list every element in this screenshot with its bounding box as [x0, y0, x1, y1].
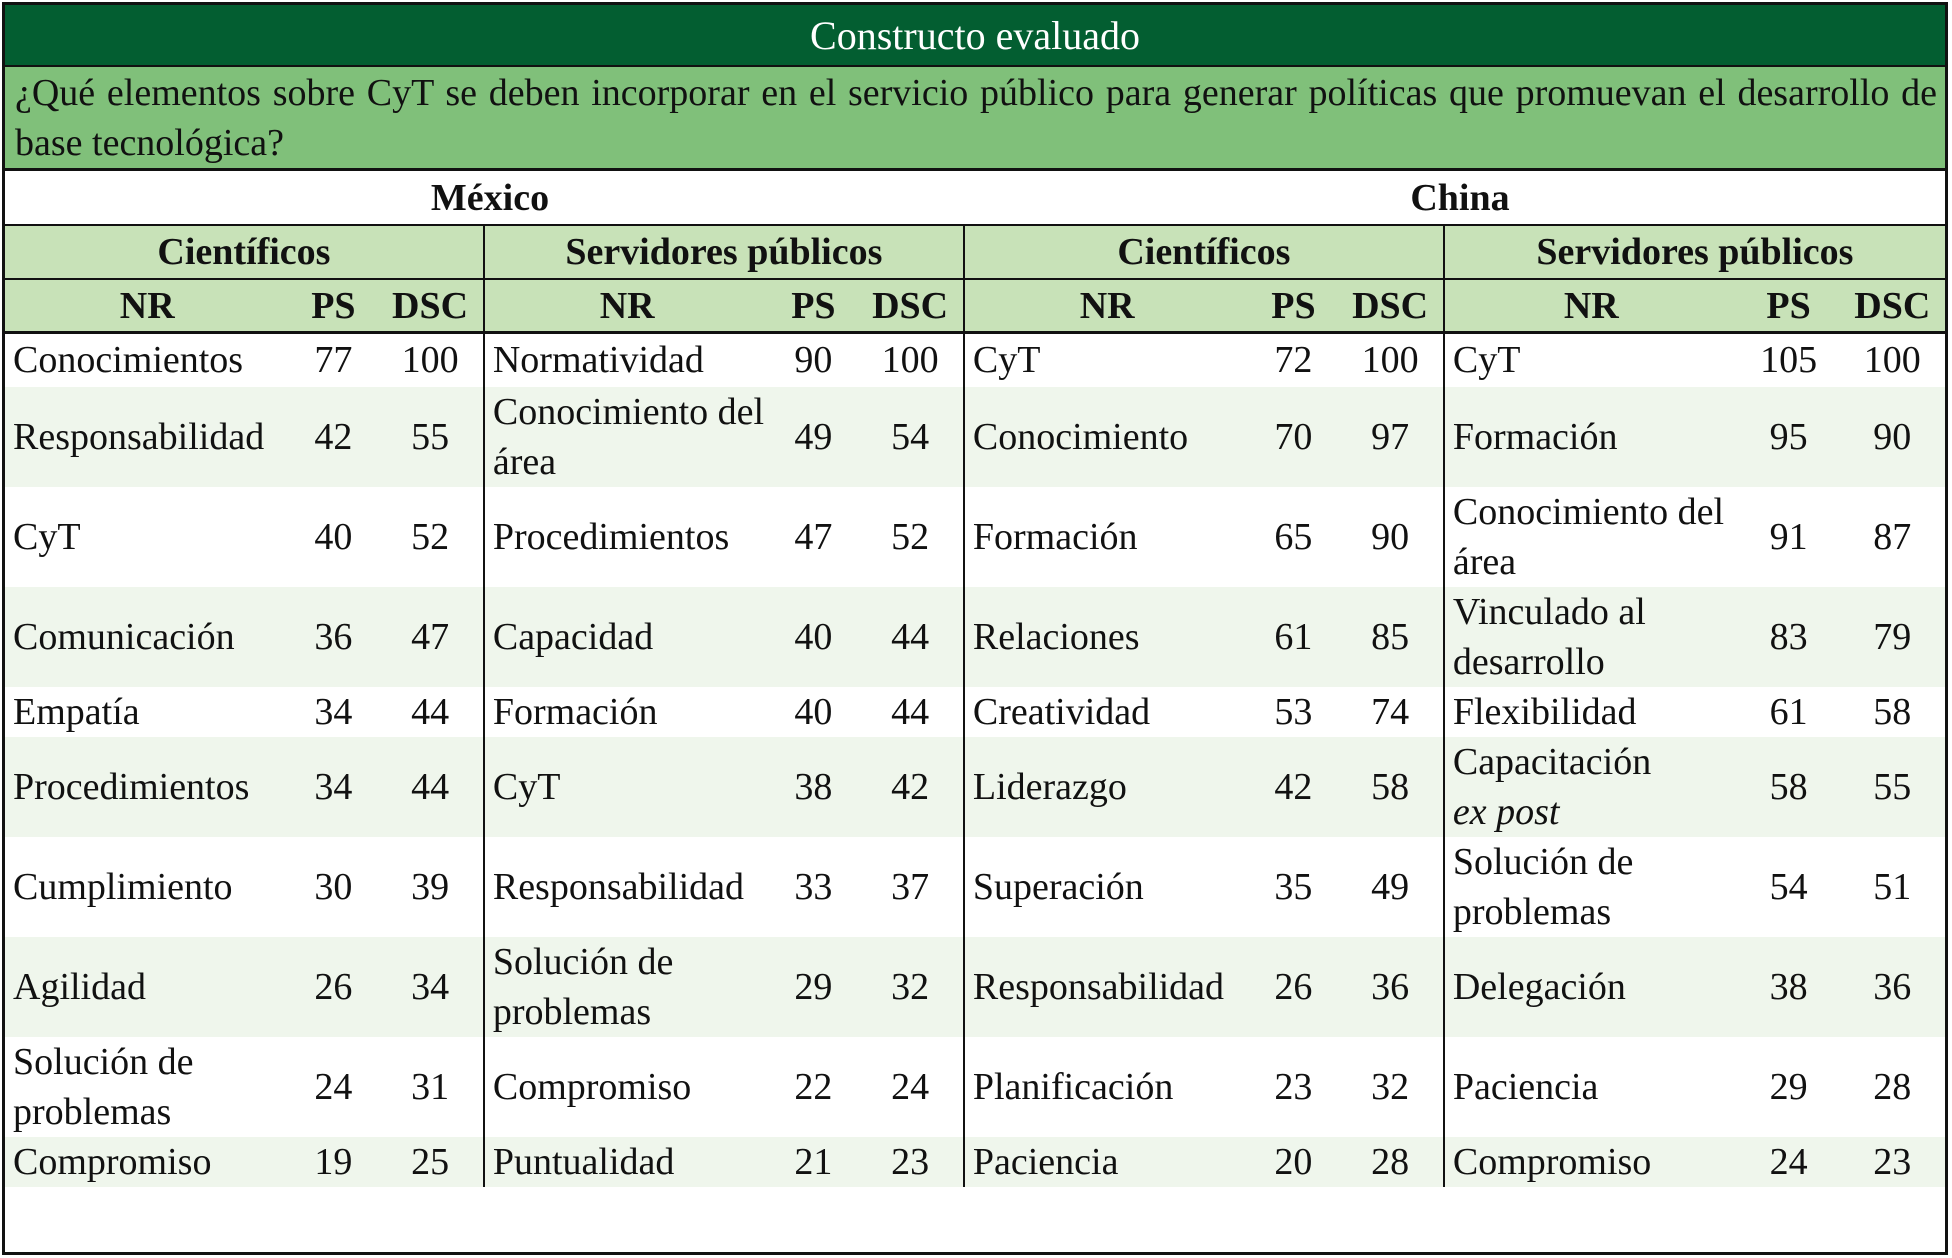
nr-cell — [484, 1037, 770, 1137]
dsc-cell — [377, 737, 484, 837]
cell-text: 52 — [411, 515, 450, 558]
table-row — [5, 737, 1945, 837]
ps-cell — [1250, 387, 1338, 487]
cell-text: 105 — [1760, 339, 1818, 382]
column-header-ps: PS — [1738, 279, 1840, 333]
cell-text: 42 — [1274, 765, 1313, 808]
column-header-nr: NR — [964, 279, 1250, 333]
cell-text: Puntualidad — [492, 1140, 675, 1183]
ps-cell — [770, 333, 858, 387]
cell-text: Empatía — [13, 690, 140, 733]
cell-text: 37 — [891, 865, 930, 908]
dsc-cell — [1840, 837, 1945, 937]
dsc-cell — [857, 1037, 964, 1137]
column-header-dsc: DSC — [377, 279, 484, 333]
nr-cell — [964, 333, 1250, 387]
dsc-cell — [1840, 487, 1945, 587]
cell-text: CyT — [972, 339, 1041, 382]
table-row — [5, 387, 1945, 487]
nr-cell — [1444, 587, 1738, 687]
ps-cell — [770, 1137, 858, 1187]
cell-text: Paciencia — [1452, 1065, 1599, 1108]
cell-text: 90 — [1371, 515, 1410, 558]
dsc-cell — [377, 333, 484, 387]
ps-cell — [289, 387, 377, 487]
dsc-cell — [1337, 687, 1444, 737]
cell-text: Conocimiento del área — [492, 390, 765, 483]
cell-text: Cumplimiento — [13, 865, 233, 908]
cell-text: 100 — [1863, 339, 1921, 382]
dsc-cell — [377, 487, 484, 587]
cell-text: 35 — [1274, 865, 1313, 908]
cell-text: 49 — [794, 415, 833, 458]
ps-cell — [770, 387, 858, 487]
cell-text: 44 — [411, 765, 450, 808]
cell-text: CyT — [492, 765, 561, 808]
nr-cell — [484, 587, 770, 687]
dsc-cell — [857, 737, 964, 837]
nr-cell — [5, 333, 289, 387]
cell-text: 85 — [1371, 615, 1410, 658]
dsc-cell — [1337, 587, 1444, 687]
nr-cell — [1444, 687, 1738, 737]
nr-cell — [964, 587, 1250, 687]
nr-cell — [484, 687, 770, 737]
dsc-cell — [1840, 737, 1945, 837]
cell-text: 32 — [891, 965, 930, 1008]
table-row — [5, 1037, 1945, 1137]
ps-cell — [1250, 837, 1338, 937]
cell-text: 42 — [314, 415, 353, 458]
table-row — [5, 487, 1945, 587]
column-header-nr: NR — [484, 279, 770, 333]
cell-text: 58 — [1371, 765, 1410, 808]
ps-cell — [1250, 937, 1338, 1037]
dsc-cell — [857, 837, 964, 937]
cell-text: 90 — [1873, 415, 1912, 458]
nr-cell — [5, 1137, 289, 1187]
cell-text: 24 — [314, 1065, 353, 1108]
ps-cell — [1738, 487, 1840, 587]
cell-text: 95 — [1769, 415, 1808, 458]
cell-text: 87 — [1873, 515, 1912, 558]
ps-cell — [289, 837, 377, 937]
dsc-cell — [377, 837, 484, 937]
cell-text: 97 — [1371, 415, 1410, 458]
group-header: Científicos — [5, 226, 484, 279]
cell-text: Responsabilidad — [13, 415, 265, 458]
cell-text: 28 — [1873, 1065, 1912, 1108]
ps-cell — [1738, 333, 1840, 387]
cell-text: 28 — [1371, 1140, 1410, 1183]
group-header: Científicos — [964, 226, 1444, 279]
cell-text: Conocimiento — [972, 415, 1189, 458]
cell-text: 34 — [314, 765, 353, 808]
cell-text: 29 — [794, 965, 833, 1008]
cell-text: 51 — [1873, 865, 1912, 908]
column-header-row — [5, 279, 1945, 333]
dsc-cell — [377, 937, 484, 1037]
group-header: Servidores públicos — [484, 226, 964, 279]
ps-cell — [1738, 1037, 1840, 1137]
column-header-dsc: DSC — [1337, 279, 1444, 333]
nr-cell — [964, 837, 1250, 937]
cell-text: 65 — [1274, 515, 1313, 558]
country-mexico: México — [430, 176, 550, 219]
nr-cell — [1444, 1137, 1738, 1187]
nr-cell — [964, 1137, 1250, 1187]
nr-cell — [484, 737, 770, 837]
cell-text: 52 — [891, 515, 930, 558]
cell-text: 26 — [1274, 965, 1313, 1008]
cell-text: 34 — [314, 690, 353, 733]
dsc-cell — [1337, 387, 1444, 487]
cell-text: Responsabilidad — [492, 865, 745, 908]
cell-text: Relaciones — [972, 615, 1140, 658]
ps-cell — [1250, 333, 1338, 387]
table-row — [5, 837, 1945, 937]
cell-text: 100 — [401, 339, 459, 382]
cell-text: 33 — [794, 865, 833, 908]
group-header-row — [5, 226, 1945, 279]
nr-cell — [964, 937, 1250, 1037]
cell-text: 21 — [794, 1140, 833, 1183]
ps-cell — [1250, 1137, 1338, 1187]
nr-cell — [5, 487, 289, 587]
cell-text: 24 — [891, 1065, 930, 1108]
nr-cell — [484, 333, 770, 387]
ps-cell — [770, 687, 858, 737]
dsc-cell — [1840, 687, 1945, 737]
cell-text: 55 — [411, 415, 450, 458]
table-row — [5, 937, 1945, 1037]
nr-cell — [1444, 487, 1738, 587]
dsc-cell — [857, 333, 964, 387]
table-row — [5, 687, 1945, 737]
ps-cell — [1250, 737, 1338, 837]
country-header-row — [5, 171, 1945, 226]
cell-text: 61 — [1769, 690, 1808, 733]
cell-text: Paciencia — [972, 1140, 1119, 1183]
nr-cell — [5, 1037, 289, 1137]
cell-text: Formación — [492, 690, 658, 733]
cell-text: 44 — [891, 615, 930, 658]
dsc-cell — [377, 1037, 484, 1137]
dsc-cell — [1840, 1037, 1945, 1137]
cell-text: Conocimientos — [13, 339, 244, 382]
table-title: Constructo evaluado — [5, 5, 1945, 67]
cell-text: Conocimiento del área — [1452, 490, 1725, 583]
dsc-cell — [1840, 587, 1945, 687]
cell-text: 79 — [1873, 615, 1912, 658]
dsc-cell — [377, 387, 484, 487]
column-header-nr: NR — [1444, 279, 1738, 333]
nr-cell — [5, 687, 289, 737]
cell-text: Agilidad — [13, 965, 146, 1008]
dsc-cell — [857, 387, 964, 487]
ps-cell — [1738, 837, 1840, 937]
nr-cell — [484, 487, 770, 587]
cell-text: Liderazgo — [972, 765, 1127, 808]
cell-text: 54 — [1769, 865, 1808, 908]
cell-text: 74 — [1371, 690, 1410, 733]
dsc-cell — [1337, 1037, 1444, 1137]
nr-cell — [5, 837, 289, 937]
cell-text: 38 — [794, 765, 833, 808]
ps-cell — [289, 937, 377, 1037]
cell-text: 40 — [794, 690, 833, 733]
cell-text: 100 — [1361, 339, 1419, 382]
table-row — [5, 1137, 1945, 1187]
ps-cell — [289, 1137, 377, 1187]
nr-cell — [964, 387, 1250, 487]
dsc-cell — [857, 487, 964, 587]
question-text: ¿Qué elementos sobre CyT se deben incorporar en el servicio público para generar políticas que promuevan el desarrollo de base tecnológica? — [15, 71, 1937, 164]
cell-text: 47 — [411, 615, 450, 658]
cell-text: 55 — [1873, 765, 1912, 808]
cell-text: Solución de problemas — [492, 940, 674, 1033]
column-header-nr: NR — [5, 279, 289, 333]
cell-text: Normatividad — [492, 339, 704, 382]
cell-text: 61 — [1274, 615, 1313, 658]
cell-text: 40 — [794, 615, 833, 658]
cell-text: CyT — [13, 515, 81, 558]
nr-cell — [964, 1037, 1250, 1137]
ps-cell — [770, 837, 858, 937]
dsc-cell — [857, 687, 964, 737]
ps-cell — [1738, 937, 1840, 1037]
dsc-cell — [1337, 837, 1444, 937]
dsc-cell — [1840, 1137, 1945, 1187]
cell-text: 44 — [411, 690, 450, 733]
dsc-cell — [377, 687, 484, 737]
cell-text: 32 — [1371, 1065, 1410, 1108]
cell-text: 19 — [314, 1140, 353, 1183]
cell-text: 49 — [1371, 865, 1410, 908]
cell-text: 40 — [314, 515, 353, 558]
nr-cell — [5, 387, 289, 487]
evaluated-question — [5, 67, 1945, 171]
cell-text: 36 — [1873, 965, 1912, 1008]
cell-text: 47 — [794, 515, 833, 558]
ps-cell — [289, 1037, 377, 1137]
table-row — [5, 587, 1945, 687]
ps-cell — [770, 937, 858, 1037]
nr-cell — [484, 837, 770, 937]
cell-text: Formación — [1452, 415, 1618, 458]
cell-text: CyT — [1452, 339, 1521, 382]
ps-cell — [770, 1037, 858, 1137]
cell-text: 100 — [881, 339, 939, 382]
cell-text: 42 — [891, 765, 930, 808]
ps-cell — [1738, 737, 1840, 837]
cell-text: Capacidad — [492, 615, 654, 658]
ps-cell — [1250, 1037, 1338, 1137]
dsc-cell — [1337, 937, 1444, 1037]
dsc-cell — [1840, 387, 1945, 487]
cell-text: 44 — [891, 690, 930, 733]
cell-text: Compromiso — [492, 1065, 692, 1108]
column-header-ps: PS — [1250, 279, 1338, 333]
cell-text: Compromiso — [13, 1140, 212, 1183]
dsc-cell — [1337, 333, 1444, 387]
cell-text: 36 — [314, 615, 353, 658]
cell-text: 25 — [411, 1140, 450, 1183]
nr-cell — [484, 1137, 770, 1187]
cell-text: Compromiso — [1452, 1140, 1652, 1183]
ps-cell — [289, 737, 377, 837]
column-header-dsc: DSC — [857, 279, 964, 333]
nr-cell — [1444, 737, 1738, 837]
cell-text: 23 — [1274, 1065, 1313, 1108]
ps-cell — [1250, 687, 1338, 737]
cell-text: 83 — [1769, 615, 1808, 658]
dsc-cell — [1337, 737, 1444, 837]
table-row — [5, 333, 1945, 387]
cell-text: 22 — [794, 1065, 833, 1108]
cell-text: 20 — [1274, 1140, 1313, 1183]
cell-text: Solución de problemas — [1452, 840, 1634, 933]
ps-cell — [770, 487, 858, 587]
dsc-cell — [1337, 1137, 1444, 1187]
cell-text: 58 — [1769, 765, 1808, 808]
cell-text: 31 — [411, 1065, 450, 1108]
column-header-ps: PS — [770, 279, 858, 333]
dsc-cell — [857, 937, 964, 1037]
cell-text: 70 — [1274, 415, 1313, 458]
nr-cell — [5, 587, 289, 687]
ps-cell — [1250, 587, 1338, 687]
dsc-cell — [1840, 333, 1945, 387]
cell-text: Flexibilidad — [1452, 690, 1637, 733]
nr-cell — [1444, 387, 1738, 487]
nr-cell — [964, 487, 1250, 587]
cell-text: 23 — [1873, 1140, 1912, 1183]
italic-note: ex post — [1452, 790, 1560, 833]
column-header-dsc: DSC — [1840, 279, 1945, 333]
table-figure — [2, 2, 1948, 1255]
dsc-cell — [857, 587, 964, 687]
ps-cell — [1738, 687, 1840, 737]
ps-cell — [1738, 387, 1840, 487]
dsc-cell — [1337, 487, 1444, 587]
cell-text: 36 — [1371, 965, 1410, 1008]
cell-text: Creatividad — [972, 690, 1151, 733]
cell-text: 54 — [891, 415, 930, 458]
dsc-cell — [377, 1137, 484, 1187]
cell-text: 29 — [1769, 1065, 1808, 1108]
dsc-cell — [857, 1137, 964, 1187]
cell-text: Procedimientos — [13, 765, 250, 808]
nr-cell — [5, 737, 289, 837]
cell-text: Superación — [972, 865, 1144, 908]
cell-text: 91 — [1769, 515, 1808, 558]
cell-text: Comunicación — [13, 615, 235, 658]
cell-text: Responsabilidad — [972, 965, 1225, 1008]
ps-cell — [289, 687, 377, 737]
country-china: China — [1410, 176, 1510, 219]
nr-cell — [484, 937, 770, 1037]
nr-cell — [964, 687, 1250, 737]
cell-text: Formación — [972, 515, 1138, 558]
cell-text: Vinculado al desarrollo — [1452, 590, 1646, 683]
nr-cell — [5, 937, 289, 1037]
cell-text: 39 — [411, 865, 450, 908]
cell-text: Procedimientos — [492, 515, 730, 558]
cell-text: 90 — [794, 339, 833, 382]
cell-text: 30 — [314, 865, 353, 908]
ps-cell — [1738, 587, 1840, 687]
cell-text: 72 — [1274, 339, 1313, 382]
nr-cell — [1444, 937, 1738, 1037]
nr-cell — [964, 737, 1250, 837]
cell-text: Delegación — [1452, 965, 1626, 1008]
nr-cell — [1444, 837, 1738, 937]
ps-cell — [770, 737, 858, 837]
table-body — [5, 333, 1945, 1187]
cell-text: 23 — [891, 1140, 930, 1183]
ps-cell — [1250, 487, 1338, 587]
cell-text: 26 — [314, 965, 353, 1008]
cell-text: 58 — [1873, 690, 1912, 733]
cell-text: Solución de problemas — [13, 1040, 194, 1133]
ps-cell — [289, 333, 377, 387]
nr-cell — [484, 387, 770, 487]
cell-text: 38 — [1769, 965, 1808, 1008]
ps-cell — [1738, 1137, 1840, 1187]
ps-cell — [289, 587, 377, 687]
dsc-cell — [377, 587, 484, 687]
cell-text: 34 — [411, 965, 450, 1008]
cell-text: Capacitación — [1452, 740, 1652, 783]
results-table — [5, 226, 1945, 1187]
group-header: Servidores públicos — [1444, 226, 1945, 279]
dsc-cell — [1840, 937, 1945, 1037]
cell-text: 53 — [1274, 690, 1313, 733]
nr-cell — [1444, 1037, 1738, 1137]
cell-text: 77 — [314, 339, 353, 382]
ps-cell — [770, 587, 858, 687]
cell-text: 24 — [1769, 1140, 1808, 1183]
column-header-ps: PS — [289, 279, 377, 333]
ps-cell — [289, 487, 377, 587]
nr-cell — [1444, 333, 1738, 387]
cell-text: Planificación — [972, 1065, 1174, 1108]
